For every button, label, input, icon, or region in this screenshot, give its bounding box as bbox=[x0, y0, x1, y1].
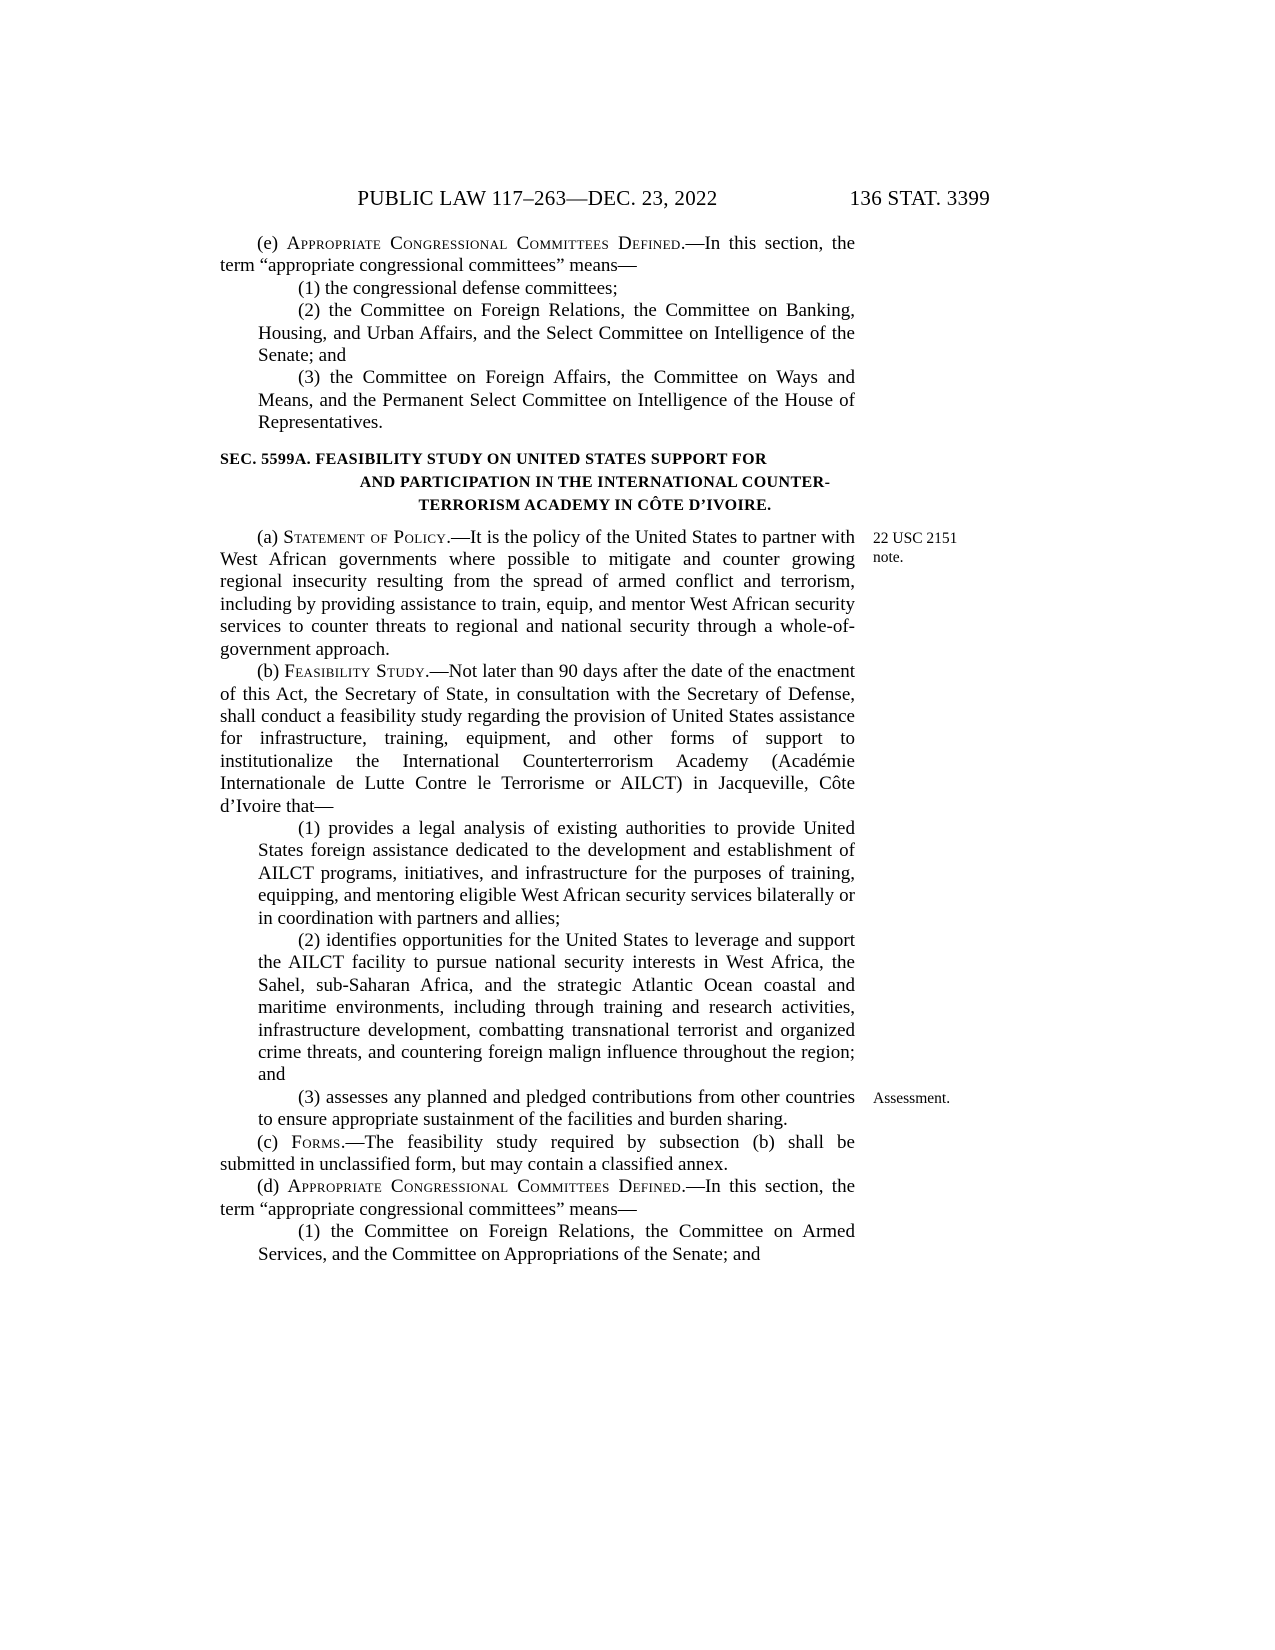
subsection-label: (c) bbox=[257, 1131, 292, 1153]
paragraph-text: .—In this section, the term “appropriate congressional committees” means— bbox=[220, 233, 856, 277]
paragraph-text: .—It is the policy of the United States to partner with West African governments where possible to mitigate and counter growing regional insecurity resulting from the spread of armed conflict and terrorism, including by providing assistance to train, equip, and mentor West African security services to counter threats to regional and national security through a whole-of-government approach. bbox=[220, 526, 855, 660]
subsection-label: (a) bbox=[257, 526, 284, 548]
list-item-b1: (1) provides a legal analysis of existing authorities to provide United States foreign assistance dedicated to the development and establishment of AILCT programs, initiatives, and infrastructure for the purposes of training, equipping, and mentoring eligible West African security services bilaterally or in coordination with partners and allies; bbox=[258, 817, 855, 929]
subsection-d-paragraph bbox=[220, 1176, 855, 1221]
margin-note-usc: 22 USC 2151 note. bbox=[873, 529, 958, 566]
section-heading-line: SEC. 5599A. FEASIBILITY STUDY ON UNITED STATES SUPPORT FOR bbox=[220, 450, 767, 468]
list-item-d1: (1) the Committee on Foreign Relations, the Committee on Armed Services, and the Committee on Appropriations of the Senate; and bbox=[258, 1221, 855, 1265]
section-heading-line: AND PARTICIPATION IN THE INTERNATIONAL COUNTER- bbox=[359, 473, 831, 491]
page-header bbox=[220, 186, 990, 212]
subsection-label: (d) bbox=[257, 1176, 288, 1198]
subsection-c-paragraph bbox=[220, 1132, 855, 1177]
paragraph-text: .—Not later than 90 days after the date of the enactment of this Act, the Secretary of State, in consultation with the Secretary of Defense, shall conduct a feasibility study regarding the provision of United States assistance for infrastructure, training, equipment, and other forms of support to institutionalize the International Counterterrorism Academy (Académie Internationale de Lutte Contre le Terrorisme or AILCT) in Jacqueville, Côte d’Ivoire that— bbox=[220, 661, 856, 817]
list-item-e2: (2) the Committee on Foreign Relations, the Committee on Banking, Housing, and Urban Affairs, and the Select Committee on Intelligence of the Senate; and bbox=[258, 300, 855, 367]
stat-number: 136 STAT. 3399 bbox=[849, 186, 990, 210]
statute-text bbox=[220, 233, 958, 1266]
subsection-label: (e) bbox=[257, 233, 287, 254]
subsection-b-paragraph bbox=[220, 661, 855, 818]
margin-note-assessment: Assessment. bbox=[873, 1089, 951, 1107]
section-heading-line: TERRORISM ACADEMY IN CÔTE D’IVOIRE. bbox=[418, 496, 772, 514]
smallcaps-term: Forms bbox=[291, 1131, 341, 1153]
paragraph-text: .—In this section, the term “appropriate congressional committees” means— bbox=[220, 1176, 856, 1220]
list-item-b2: (2) identifies opportunities for the United States to leverage and support the AILCT facility to pursue national security interests in West Africa, the Sahel, sub-Saharan Africa, and the strategic Atlantic Ocean coastal and maritime environments, including through training and research activities, infrastructure development, combatting transnational terrorist and organized crime threats, and countering foreign malign influence throughout the region; and bbox=[258, 929, 855, 1086]
section-heading bbox=[220, 448, 855, 517]
smallcaps-term: Feasibility Study bbox=[284, 661, 425, 683]
paragraph-text: (3) assesses any planned and pledged contributions from other countries to ensure appropriate sustainment of the facilities and burden sharing. bbox=[258, 1086, 855, 1131]
list-item-e3: (3) the Committee on Foreign Affairs, the Committee on Ways and Means, and the Permanent Select Committee on Intelligence of the House of Representatives. bbox=[258, 367, 855, 434]
subsection-e-paragraph bbox=[220, 233, 855, 278]
subsection-label: (b) bbox=[257, 661, 285, 683]
list-item-b3 bbox=[258, 1086, 951, 1132]
subsection-a-paragraph bbox=[220, 526, 958, 661]
smallcaps-term: Statement of Policy bbox=[283, 526, 447, 548]
paragraph-text: .—The feasibility study required by subsection (b) shall be submitted in unclassified form, but may contain a classified annex. bbox=[220, 1131, 855, 1176]
law-title: PUBLIC LAW 117–263—DEC. 23, 2022 bbox=[357, 186, 718, 210]
list-item-e1: (1) the congressional defense committees; bbox=[298, 277, 618, 299]
smallcaps-term: Appropriate Congressional Committees Defined bbox=[286, 233, 681, 254]
smallcaps-term: Appropriate Congressional Committees Defined bbox=[287, 1176, 682, 1198]
